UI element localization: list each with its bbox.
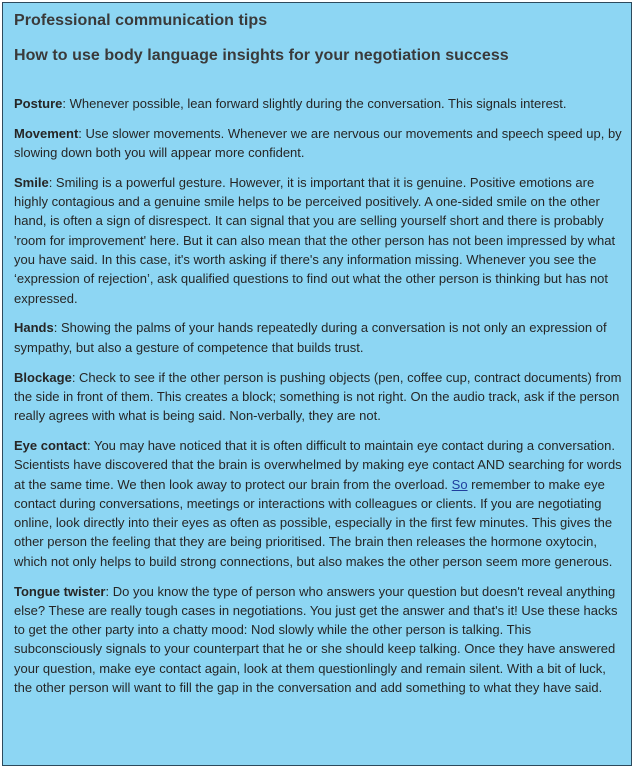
tip-label: Tongue twister [14, 583, 106, 599]
tip-text: : You may have noticed that it is often difficult to maintain eye contact during a conversation. Scientists have discovered that the brain is overwhelmed by making eye contact AND searching for words at the same time. We then look away to protect our brain from the overload. [14, 437, 622, 492]
tip-text: : Showing the palms of your hands repeatedly during a conversation is not only an expression of sympathy, but also a gesture of competence that builds trust. [14, 320, 607, 355]
tip-text: : Use slower movements. Whenever we are nervous our movements and speech speed up, by slowing down both you will appear more confident. [14, 125, 622, 161]
tip-blockage [14, 368, 622, 426]
tip-text: : Check to see if the other person is pushing objects (pen, coffee cup, contract documents) from the side in front of them. This creates a block; something is not right. On the audio track, ask if the person really agrees with what is being said. Non-verbally, they are not. [14, 369, 622, 424]
tip-label: Smile [14, 174, 49, 190]
tips-list [14, 94, 622, 697]
tip-label: Blockage [14, 369, 72, 385]
tip-label: Posture [14, 96, 63, 111]
tip-label: Movement [14, 125, 79, 141]
page-title: Professional communication tips [14, 12, 268, 29]
tip-hands [14, 318, 622, 357]
tip-text: : Do you know the type of person who answers your question but doesn't reveal anything else? These are really tough cases in negotiations. You just get the answer and that's it! Use these hacks to get the other party into a chatty mood: Nod slowly while the other person is talking. This subconsciously signals to your counterpart that he or she should keep talking. Once they have answered your question, make eye contact again, look at them questionlingly and remain silent. With a bit of luck, the other person will want to fill the gap in the conversation and add something to what they have said. [14, 583, 618, 696]
tip-text-continued: remember to make eye contact during conversations, meetings or interactions with colleagues or clients. If you are negotiating online, look directly into their eyes as often as possible, especially in the first few minutes. This gives the other person the feeling that they are being prioritised. The brain then releases the hormone oxytocin, which not only helps to build strong connections, but also makes the other person seem more generous. [14, 476, 613, 569]
tip-movement [14, 124, 622, 163]
page-subtitle: How to use body language insights for your negotiation success [14, 47, 509, 64]
tip-text: : Smiling is a powerful gesture. However, it is important that it is genuine. Positive emotions are highly contagious and a genuine smile helps to be perceived positively. A one-sided smile on the other hand, is often a sign of disrespect. It can signal that you are selling yourself short and there is probably 'room for improvement' here. But it can also mean that the other person has not been impressed by what you have said. In this case, it's worth asking if there's any information missing. Whenever you see the ‘expression of rejection’, ask qualified questions to find out what the other person is thinking but has not expressed. [14, 174, 616, 306]
tip-posture [14, 94, 622, 113]
so-link[interactable]: So [451, 476, 468, 492]
tip-eye-contact [14, 436, 622, 571]
tips-panel [2, 2, 632, 766]
tip-label: Eye contact [14, 437, 87, 453]
tip-tongue-twister [14, 582, 622, 698]
tip-label: Hands [14, 320, 54, 336]
tip-smile [14, 173, 622, 308]
tip-text: : Whenever possible, lean forward slightly during the conversation. This signals interest. [62, 96, 567, 111]
